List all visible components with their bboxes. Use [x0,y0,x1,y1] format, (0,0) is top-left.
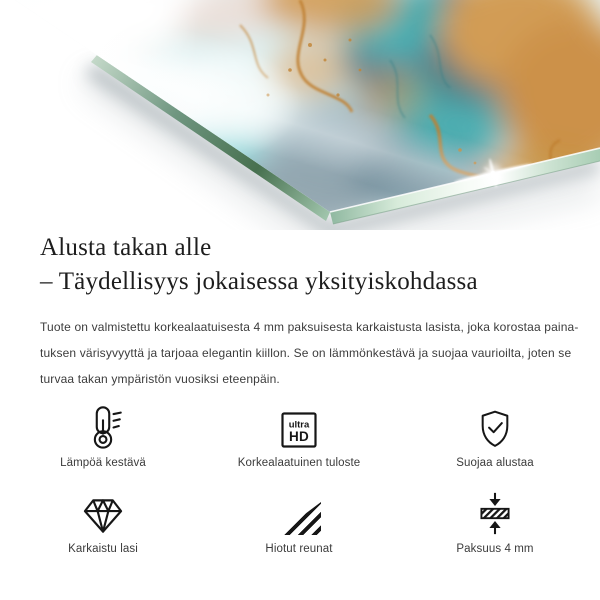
feature-icon-box [80,488,126,536]
feature-label: Korkealaatuinen tuloste [237,457,361,469]
description-line-1: Tuote on valmistettu korkealaatuisesta 4 mm paksuisesta karkaistusta lasista, joka korostaa paina- [40,320,579,334]
feature-icon-box [279,402,319,450]
feature-icon-box [473,402,517,450]
page-title [40,231,580,299]
feature-label: Hiotut reunat [265,543,333,555]
feature-protects-base [397,402,593,488]
polished-edges-icon [277,502,321,535]
product-image [0,0,600,230]
thermometer-icon [81,404,125,450]
feature-label: Lämpöä kestävä [60,457,146,469]
title-line-2: – Täydellisyys jokaisessa yksityiskohdassa [40,268,478,295]
diamond-icon [80,495,126,536]
feature-heat-resistant [5,402,201,488]
feature-grid [5,402,593,574]
feature-polished-edges [201,488,397,574]
feature-icon-box [277,488,321,536]
description-line-2: tuksen värisyvyyttä ja tarjoaa elegantin kiillon. Se on lämmönkestävä ja suojaa vaurioilta, joten se [40,346,572,360]
product-description [40,314,580,392]
feature-label: Karkaistu lasi [68,543,138,555]
feature-high-quality-print [201,402,397,488]
feature-icon-box [475,488,515,536]
thickness-icon [475,491,515,536]
feature-tempered-glass [5,488,201,574]
feature-label: Paksuus 4 mm [456,543,534,555]
glass-panel-photo [0,0,600,230]
feature-thickness [397,488,593,574]
ultra-hd-icon-text-bottom: HD [288,429,310,444]
ultra-hd-icon [279,410,319,450]
ultra-hd-icon-text-top: ultra [288,419,310,431]
shield-check-icon [473,408,517,450]
title-line-1: Alusta takan alle [40,234,212,261]
feature-icon-box [81,402,125,450]
description-line-3: turvaa takan ympäristön vuosiksi eteenpäin. [40,372,280,386]
feature-label: Suojaa alustaa [456,457,534,469]
